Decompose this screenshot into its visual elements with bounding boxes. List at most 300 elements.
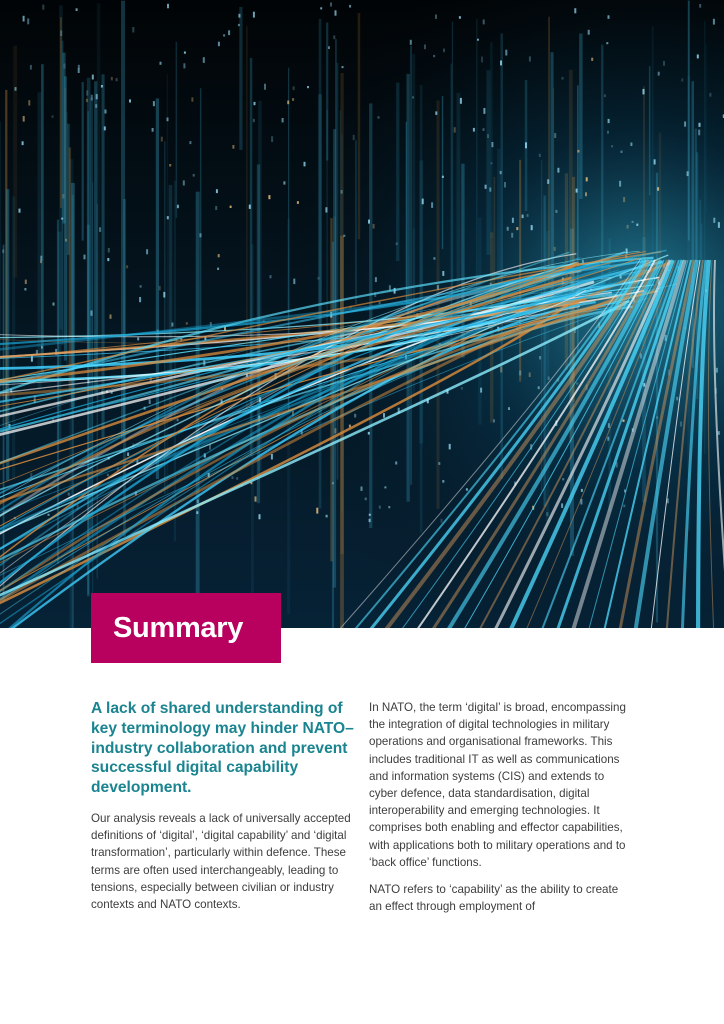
digital-rain-bit <box>2 249 4 253</box>
digital-rain-bit <box>78 65 80 69</box>
digital-rain-bit <box>438 462 440 465</box>
digital-rain-bit <box>153 101 155 106</box>
digital-rain-bit <box>657 187 659 191</box>
digital-rain-bit <box>259 514 261 519</box>
digital-rain-bit <box>326 515 328 518</box>
digital-rain-bit <box>228 30 230 35</box>
digital-rain-column <box>319 19 322 509</box>
digital-rain-bit <box>325 207 327 212</box>
digital-rain-bit <box>680 421 682 426</box>
digital-rain-bit <box>491 142 493 147</box>
digital-rain-bit <box>349 5 351 8</box>
digital-rain-bit <box>606 42 608 44</box>
digital-rain-bit <box>487 134 489 138</box>
digital-rain-bit <box>630 143 632 147</box>
digital-rain-bit <box>460 98 462 104</box>
digital-rain-bit <box>512 218 514 223</box>
digital-rain-bit <box>27 18 29 24</box>
digital-rain-bit <box>527 214 529 217</box>
digital-rain-bit <box>19 209 21 213</box>
digital-rain-bit <box>623 505 625 508</box>
digital-rain-bit <box>454 127 456 132</box>
digital-rain-bit <box>441 519 443 523</box>
digital-rain-bit <box>317 277 319 280</box>
digital-rain-bit <box>489 187 491 191</box>
digital-rain-bit <box>656 416 658 418</box>
digital-rain-bit <box>91 95 93 101</box>
digital-rain-bit <box>65 239 67 242</box>
digital-rain-column <box>497 149 500 285</box>
digital-rain-column <box>410 46 412 485</box>
digital-rain-bit <box>574 8 576 13</box>
digital-rain-bit <box>104 126 106 130</box>
digital-rain-bit <box>203 57 205 63</box>
digital-rain-bit <box>383 413 385 418</box>
digital-rain-bit <box>249 205 251 209</box>
digital-rain-bit <box>52 115 54 118</box>
digital-rain-bit <box>25 280 27 284</box>
digital-rain-bit <box>483 20 485 25</box>
digital-rain-bit <box>557 168 559 173</box>
digital-rain-bit <box>217 268 219 270</box>
digital-rain-column <box>97 204 98 578</box>
lead-statement: A lack of shared understanding of key terminology may hinder NATO–industry collaboration and prevent successful digital capability development. <box>91 700 354 797</box>
digital-rain-bit <box>718 222 720 228</box>
digital-rain-bit <box>232 476 234 479</box>
digital-rain-bit <box>146 249 148 254</box>
digital-rain-column <box>569 70 573 442</box>
digital-rain-bit <box>64 64 66 69</box>
digital-rain-bit <box>654 159 656 164</box>
digital-rain-bit <box>626 249 628 254</box>
digital-rain-bit <box>493 419 495 422</box>
digital-rain-column <box>167 74 168 494</box>
digital-rain-bit <box>697 55 699 59</box>
digital-rain-bit <box>232 145 234 149</box>
digital-rain-bit <box>375 277 377 282</box>
digital-rain-bit <box>443 49 445 53</box>
digital-rain-bit <box>529 373 531 378</box>
digital-rain-bit <box>316 508 318 514</box>
digital-rain-bit <box>368 220 370 224</box>
digital-rain-bit <box>699 4 701 8</box>
digital-rain-column <box>494 177 496 302</box>
digital-rain-column <box>82 82 84 241</box>
digital-rain-bit <box>137 337 139 340</box>
digital-rain-column <box>0 122 1 416</box>
digital-rain-bit <box>562 478 564 480</box>
digital-rain-bit <box>333 36 335 40</box>
digital-rain-bit <box>412 96 414 98</box>
digital-rain-bit <box>500 367 502 373</box>
digital-rain-column <box>501 33 504 479</box>
digital-rain-bit <box>477 39 479 41</box>
digital-rain-bit <box>619 181 621 187</box>
digital-rain-bit <box>546 512 548 516</box>
digital-rain-bit <box>282 118 284 122</box>
digital-rain-bit <box>116 78 118 81</box>
digital-rain-bit <box>718 431 720 435</box>
digital-rain-bit <box>442 271 444 276</box>
digital-rain-bit <box>218 42 220 47</box>
digital-rain-column <box>87 78 91 362</box>
digital-rain-bit <box>218 254 220 257</box>
digital-rain-bit <box>184 52 186 54</box>
digital-rain-bit <box>698 130 700 136</box>
digital-rain-bit <box>369 519 371 522</box>
digital-rain-column <box>692 81 695 368</box>
digital-rain-bit <box>611 145 613 147</box>
digital-rain-bit <box>410 40 412 45</box>
digital-rain-bit <box>548 377 550 381</box>
digital-rain-bit <box>531 225 533 230</box>
digital-rain-bit <box>604 94 606 97</box>
digital-rain-bit <box>388 506 390 508</box>
digital-rain-bit <box>481 57 483 63</box>
digital-rain-bit <box>504 182 506 188</box>
digital-rain-column <box>451 64 453 353</box>
digital-rain-bit <box>500 171 502 174</box>
digital-rain-column <box>355 140 357 304</box>
digital-rain-bit <box>107 474 109 477</box>
digital-rain-bit <box>110 315 112 319</box>
digital-rain-bit <box>62 194 64 198</box>
digital-rain-bit <box>96 94 98 99</box>
digital-rain-bit <box>270 275 272 278</box>
digital-rain-column <box>396 83 399 261</box>
digital-rain-bit <box>335 10 337 15</box>
digital-rain-bit <box>709 93 711 97</box>
digital-rain-bit <box>238 24 240 26</box>
digital-rain-bit <box>576 383 578 385</box>
digital-rain-bit <box>713 19 715 25</box>
digital-rain-bit <box>107 258 109 261</box>
digital-rain-bit <box>699 123 701 127</box>
digital-rain-bit <box>171 323 173 327</box>
digital-rain-column <box>251 244 254 628</box>
digital-rain-bit <box>511 233 513 238</box>
digital-rain-bit <box>36 350 38 354</box>
digital-rain-bit <box>519 371 521 376</box>
digital-rain-bit <box>268 195 270 199</box>
digital-rain-bit <box>152 128 154 132</box>
digital-rain-bit <box>361 487 363 491</box>
digital-rain-bit <box>483 108 485 114</box>
digital-rain-bit <box>167 216 169 219</box>
digital-rain-bit <box>461 387 463 390</box>
digital-rain-bit <box>681 78 683 81</box>
digital-rain-bit <box>507 227 509 231</box>
digital-rain-bit <box>608 423 610 428</box>
digital-rain-bit <box>555 210 557 213</box>
digital-rain-bit <box>623 420 625 422</box>
digital-rain-bit <box>177 419 179 422</box>
summary-title: Summary <box>113 611 244 644</box>
digital-rain-bit <box>459 16 461 19</box>
digital-rain-bit <box>304 162 306 167</box>
digital-rain-bit <box>373 224 375 229</box>
digital-rain-bit <box>254 102 256 105</box>
digital-rain-bit <box>480 388 482 393</box>
digital-rain-bit <box>343 235 345 237</box>
digital-rain-bit <box>297 201 299 204</box>
digital-rain-bit <box>538 386 540 389</box>
digital-rain-bit <box>663 61 665 66</box>
digital-rain-bit <box>330 3 332 7</box>
digital-rain-bit <box>271 136 273 142</box>
digital-rain-column <box>688 1 690 241</box>
digital-rain-bit <box>636 224 638 226</box>
digital-rain-bit <box>223 34 225 36</box>
digital-rain-bit <box>60 31 62 37</box>
digital-rain-bit <box>292 98 294 101</box>
digital-rain-bit <box>209 444 211 449</box>
digital-rain-column <box>13 46 17 278</box>
digital-rain-column <box>200 88 202 330</box>
digital-rain-bit <box>149 399 151 404</box>
digital-rain-bit <box>591 58 593 61</box>
digital-rain-column <box>579 34 583 199</box>
digital-rain-bit <box>84 255 86 260</box>
digital-rain-bit <box>255 496 257 501</box>
digital-rain-bit <box>607 437 609 441</box>
digital-rain-bit <box>433 55 435 57</box>
digital-rain-bit <box>283 181 285 184</box>
digital-rain-bit <box>95 104 97 108</box>
digital-rain-bit <box>396 242 398 245</box>
digital-rain-bit <box>577 150 579 153</box>
left-column <box>91 699 359 923</box>
digital-rain-bit <box>435 15 437 19</box>
digital-rain-bit <box>422 199 424 205</box>
digital-rain-bit <box>554 247 556 251</box>
digital-rain-bit <box>586 177 588 181</box>
digital-rain-bit <box>76 8 78 11</box>
digital-rain-column <box>706 44 707 211</box>
digital-rain-bit <box>378 116 380 118</box>
digital-rain-bit <box>473 128 475 132</box>
digital-rain-bit <box>86 99 88 102</box>
digital-rain-column <box>65 88 66 239</box>
digital-rain-bit <box>466 488 468 490</box>
digital-rain-bit <box>191 97 193 101</box>
digital-rain-bit <box>623 197 625 202</box>
digital-rain-bit <box>215 206 217 210</box>
digital-rain-bit <box>342 66 344 68</box>
digital-rain-bit <box>23 16 25 22</box>
digital-rain-column <box>369 103 372 528</box>
digital-rain-bit <box>442 176 444 178</box>
digital-rain-column <box>601 45 603 296</box>
digital-rain-bit <box>129 99 131 102</box>
digital-rain-bit <box>139 297 141 302</box>
digital-rain-bit <box>395 462 397 465</box>
digital-rain-bit <box>435 111 437 115</box>
digital-rain-bit <box>53 303 55 306</box>
digital-rain-bit <box>433 257 435 260</box>
digital-rain-bit <box>627 225 629 229</box>
digital-rain-bit <box>500 61 502 66</box>
digital-rain-bit <box>576 189 578 193</box>
digital-rain-bit <box>539 154 541 157</box>
digital-rain-bit <box>449 444 451 450</box>
digital-rain-bit <box>539 356 541 360</box>
digital-rain-column <box>41 64 44 373</box>
digital-rain-bit <box>588 30 590 35</box>
digital-rain-column <box>442 96 443 249</box>
digital-rain-bit <box>431 202 433 208</box>
digital-rain-bit <box>111 77 113 81</box>
digital-rain-column <box>544 196 546 507</box>
digital-rain-bit <box>68 493 70 496</box>
digital-rain-bit <box>101 85 103 88</box>
right-column <box>369 699 631 925</box>
digital-rain-bit <box>716 368 718 373</box>
digital-rain-column <box>239 7 242 150</box>
digital-rain-bit <box>99 227 101 232</box>
digital-rain-bit <box>236 477 238 480</box>
digital-rain-bit <box>368 432 370 435</box>
digital-rain-bit <box>562 77 564 80</box>
digital-rain-bit <box>505 50 507 56</box>
digital-rain-bit <box>687 171 689 176</box>
right-paragraph-1: In NATO, the term ‘digital’ is broad, encompassing the integration of digital technologies in military operations and organisational frameworks. This includes traditional IT as well as communications and information systems (CIS) and extends to cyber defence, data standardisation, digital interoperability and emerging technologies. It comprises both enabling and effector capabilities, with applications both to military operations and to ‘back office’ functions. <box>369 701 626 869</box>
digital-rain-column <box>326 110 328 330</box>
left-paragraph: Our analysis reveals a lack of universally accepted definitions of ‘digital’, ‘digital capability’ and ‘digital transformation’, particularly within defence. These terms are often used interchangeably, leading to tensions, especially between civilian or industry contexts and NATO contexts. <box>91 811 351 911</box>
digital-rain-bit <box>608 119 610 123</box>
digital-rain-bit <box>105 110 107 114</box>
digital-rain-bit <box>30 65 32 70</box>
digital-rain-bit <box>177 205 179 209</box>
digital-rain-bit <box>253 12 255 18</box>
digital-rain-bit <box>160 62 162 65</box>
digital-rain-bit <box>332 482 334 484</box>
digital-rain-bit <box>159 286 161 291</box>
digital-rain-bit <box>658 72 660 76</box>
digital-rain-bit <box>529 56 531 61</box>
digital-rain-column <box>358 13 361 239</box>
digital-rain-bit <box>508 407 510 410</box>
digital-rain-bit <box>264 84 266 90</box>
digital-rain-bit <box>42 5 44 10</box>
digital-rain-bit <box>230 206 232 208</box>
digital-rain-bit <box>585 192 587 196</box>
digital-rain-column <box>548 17 550 288</box>
digital-rain-bit <box>127 453 129 457</box>
digital-rain-bit <box>140 285 142 287</box>
digital-rain-bit <box>369 514 371 516</box>
digital-rain-bit <box>92 75 94 80</box>
digital-rain-bit <box>40 261 42 263</box>
digital-rain-bit <box>28 100 30 105</box>
digital-rain-bit <box>561 503 563 508</box>
digital-rain-bit <box>91 311 93 316</box>
digital-rain-bit <box>24 288 26 291</box>
digital-rain-bit <box>554 133 556 138</box>
summary-heading-box <box>91 593 281 663</box>
digital-rain-bit <box>320 7 322 9</box>
digital-rain-bit <box>547 179 549 184</box>
digital-rain-bit <box>328 46 330 49</box>
digital-rain-bit <box>40 256 42 261</box>
digital-rain-bit <box>189 141 191 144</box>
digital-rain-bit <box>287 101 289 105</box>
digital-rain-bit <box>167 118 169 122</box>
digital-rain-bit <box>293 279 295 285</box>
digital-rain-bit <box>307 86 309 88</box>
digital-rain-bit <box>632 221 634 223</box>
digital-rain-bit <box>61 218 63 220</box>
digital-rain-column <box>704 21 705 455</box>
digital-rain-bit <box>163 292 165 298</box>
digital-rain-bit <box>200 233 202 237</box>
digital-rain-bit <box>442 480 444 483</box>
digital-rain-bit <box>253 119 255 122</box>
digital-rain-bit <box>161 137 163 142</box>
digital-rain-bit <box>216 189 218 193</box>
digital-rain-bit <box>334 428 336 433</box>
digital-rain-bit <box>581 489 583 492</box>
digital-rain-bit <box>713 218 715 223</box>
digital-rain-bit <box>384 486 386 488</box>
digital-rain-column <box>176 42 178 218</box>
digital-rain-bit <box>643 89 645 95</box>
digital-rain-bit <box>183 63 185 68</box>
digital-rain-bit <box>293 86 295 90</box>
digital-rain-bit <box>78 68 80 73</box>
digital-rain-bit <box>607 131 609 134</box>
digital-rain-bit <box>522 215 524 219</box>
digital-rain-bit <box>608 15 610 18</box>
digital-rain-bit <box>22 141 24 145</box>
digital-rain-bit <box>485 185 487 189</box>
digital-rain-bit <box>516 227 518 230</box>
digital-rain-bit <box>183 180 185 185</box>
digital-rain-bit <box>167 4 169 9</box>
digital-rain-bit <box>238 14 240 18</box>
digital-rain-column <box>649 66 651 195</box>
digital-rain-bit <box>483 128 485 131</box>
digital-rain-column <box>486 70 490 255</box>
digital-rain-bit <box>86 90 88 95</box>
digital-rain-bit <box>353 135 355 140</box>
digital-rain-bit <box>491 162 493 164</box>
right-paragraph-2: NATO refers to ‘capability’ as the ability to create an effect through employment of <box>369 883 619 914</box>
digital-rain-bit <box>193 174 195 177</box>
digital-rain-bit <box>354 414 356 418</box>
digital-rain-bit <box>196 511 198 514</box>
digital-rain-bit <box>341 190 343 194</box>
digital-rain-bit <box>621 151 623 153</box>
digital-rain-bit <box>365 498 367 501</box>
digital-rain-bit <box>126 265 128 268</box>
digital-rain-bit <box>379 302 381 305</box>
digital-rain-bit <box>197 500 199 504</box>
digital-rain-bit <box>48 514 50 516</box>
digital-rain-bit <box>132 27 134 33</box>
digital-rain-bit <box>676 397 678 401</box>
digital-rain-bit <box>379 506 381 509</box>
digital-rain-bit <box>186 322 188 325</box>
digital-rain-bit <box>108 248 110 253</box>
digital-rain-bit <box>169 164 171 167</box>
digital-rain-bit <box>23 116 25 122</box>
digital-rain-bit <box>525 142 527 148</box>
digital-rain-column <box>490 42 493 238</box>
digital-rain-bit <box>684 122 686 127</box>
digital-rain-bit <box>15 87 17 91</box>
digital-rain-bit <box>643 383 645 387</box>
